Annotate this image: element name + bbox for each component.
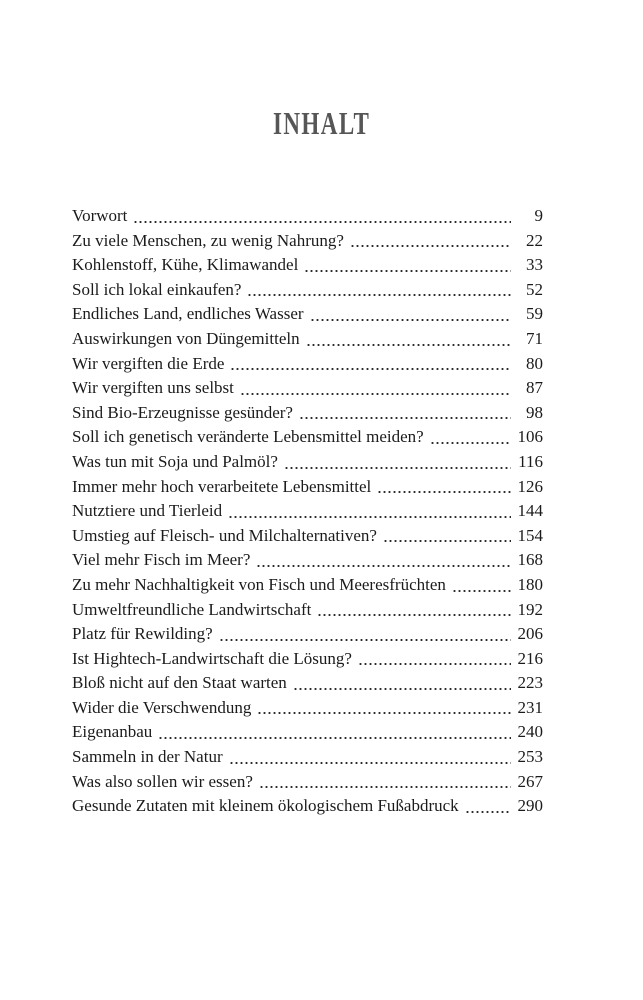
toc-entry-page: 144 xyxy=(517,501,543,521)
toc-leader-dots xyxy=(256,548,511,573)
toc-leader-dots xyxy=(259,770,511,795)
toc-entry-page: 9 xyxy=(534,206,543,225)
toc-entry-page: 52 xyxy=(526,279,543,299)
toc-entry xyxy=(72,720,543,745)
toc-entry-label: Soll ich genetisch veränderte Lebensmittel meiden? xyxy=(72,427,424,447)
toc-leader-dots xyxy=(257,696,511,721)
toc-entry xyxy=(72,425,543,450)
toc-entry-label: Umstieg auf Fleisch- und Milchalternativen? xyxy=(72,525,377,545)
toc-entry-label: Gesunde Zutaten mit kleinem ökologischem Fußabdruck xyxy=(72,796,459,816)
toc-entry xyxy=(72,278,543,303)
toc-entry xyxy=(72,548,543,573)
toc-entry xyxy=(72,302,543,327)
toc-leader-dots xyxy=(304,253,511,278)
toc-entry-page: 168 xyxy=(517,550,543,570)
toc-entry xyxy=(72,598,543,623)
toc-entry-page: 267 xyxy=(517,771,543,791)
toc-leader-dots xyxy=(228,499,511,524)
toc-entry-label: Bloß nicht auf den Staat warten xyxy=(72,673,287,693)
toc-entry xyxy=(72,475,543,500)
toc-leader-dots xyxy=(430,425,511,450)
toc-leader-dots xyxy=(383,524,511,549)
toc-leader-dots xyxy=(293,671,511,696)
toc-leader-dots xyxy=(247,278,511,303)
toc-entry xyxy=(72,204,543,229)
toc-entry-label: Wir vergiften die Erde xyxy=(72,353,225,373)
toc-leader-dots xyxy=(219,622,511,647)
toc-entry-label: Wir vergiften uns selbst xyxy=(72,378,234,398)
toc-entry-label: Ist Hightech-Landwirtschaft die Lösung? xyxy=(72,648,352,668)
toc-leader-dots xyxy=(229,745,511,770)
toc-entry-label: Vorwort xyxy=(72,206,128,225)
toc-entry-page: 80 xyxy=(526,353,543,373)
toc-leader-dots xyxy=(377,475,511,500)
toc-entry-page: 192 xyxy=(517,599,543,619)
toc-entry-page: 98 xyxy=(526,402,543,422)
toc-entry xyxy=(72,524,543,549)
toc-entry-label: Sammeln in der Natur xyxy=(72,747,223,767)
toc-entry xyxy=(72,671,543,696)
toc-entry-label: Eigenanbau xyxy=(72,722,153,742)
toc-entry-page: 33 xyxy=(526,255,543,275)
toc-leader-dots xyxy=(317,598,511,623)
toc-entry-label: Wider die Verschwendung xyxy=(72,697,252,717)
toc-entry xyxy=(72,352,543,377)
toc-entry-page: 116 xyxy=(518,451,543,471)
toc-entry xyxy=(72,696,543,721)
toc-entry-label: Zu mehr Nachhaltigkeit von Fisch und Meeresfrüchten xyxy=(72,574,446,594)
toc-entry-page: 180 xyxy=(517,574,543,594)
toc-entry xyxy=(72,745,543,770)
toc-entry-page: 253 xyxy=(517,747,543,767)
page-title-container xyxy=(0,106,643,146)
toc-leader-dots xyxy=(358,647,511,672)
toc-entry-label: Sind Bio-Erzeugnisse gesünder? xyxy=(72,402,293,422)
toc-entry xyxy=(72,622,543,647)
toc-leader-dots xyxy=(284,450,511,475)
toc-entry xyxy=(72,401,543,426)
toc-entry-label: Umweltfreundliche Landwirtschaft xyxy=(72,599,312,619)
toc-entry-page: 206 xyxy=(517,624,543,644)
toc-entry-label: Kohlenstoff, Kühe, Klimawandel xyxy=(72,255,299,275)
toc-entry-page: 231 xyxy=(517,697,543,717)
toc-entry-label: Immer mehr hoch verarbeitete Lebensmittel xyxy=(72,476,372,496)
toc-entry-label: Platz für Rewilding? xyxy=(72,624,213,644)
toc-entry xyxy=(72,499,543,524)
toc-entry xyxy=(72,253,543,278)
toc-entry-page: 59 xyxy=(526,304,543,324)
toc-entry-page: 290 xyxy=(517,796,543,816)
toc-entry-label: Endliches Land, endliches Wasser xyxy=(72,304,304,324)
toc-entry-page: 223 xyxy=(517,673,543,693)
toc-leader-dots xyxy=(306,327,511,352)
toc-entry-label: Viel mehr Fisch im Meer? xyxy=(72,550,251,570)
toc-entry xyxy=(72,450,543,475)
toc-leader-dots xyxy=(240,376,511,401)
toc-entry xyxy=(72,794,543,819)
toc-entry-page: 106 xyxy=(517,427,543,447)
toc-leader-dots xyxy=(310,302,511,327)
toc-leader-dots xyxy=(299,401,511,426)
toc-entry-label: Soll ich lokal einkaufen? xyxy=(72,279,242,299)
toc-entry xyxy=(72,376,543,401)
toc-leader-dots xyxy=(465,794,511,819)
toc-entry-page: 154 xyxy=(517,525,543,545)
toc-entry xyxy=(72,327,543,352)
toc-entry-label: Zu viele Menschen, zu wenig Nahrung? xyxy=(72,230,344,250)
toc-list xyxy=(0,204,643,819)
toc-entry xyxy=(72,647,543,672)
toc-entry-page: 126 xyxy=(517,476,543,496)
toc-leader-dots xyxy=(350,229,511,254)
toc-leader-dots xyxy=(133,204,511,229)
toc-entry-label: Was also sollen wir essen? xyxy=(72,771,253,791)
toc-entry xyxy=(72,229,543,254)
toc-entry-page: 22 xyxy=(526,230,543,250)
page-title: INHALT xyxy=(272,105,371,141)
toc-leader-dots xyxy=(452,573,511,598)
toc-entry-page: 71 xyxy=(526,328,543,348)
toc-leader-dots xyxy=(158,720,511,745)
toc-entry-page: 216 xyxy=(517,648,543,668)
toc-entry-page: 240 xyxy=(517,722,543,742)
toc-leader-dots xyxy=(230,352,511,377)
toc-entry-page: 87 xyxy=(526,378,543,398)
toc-entry xyxy=(72,573,543,598)
toc-entry-label: Was tun mit Soja und Palmöl? xyxy=(72,451,278,471)
toc-entry-label: Nutztiere und Tierleid xyxy=(72,501,223,521)
toc-entry xyxy=(72,770,543,795)
toc-entry-label: Auswirkungen von Düngemitteln xyxy=(72,328,300,348)
